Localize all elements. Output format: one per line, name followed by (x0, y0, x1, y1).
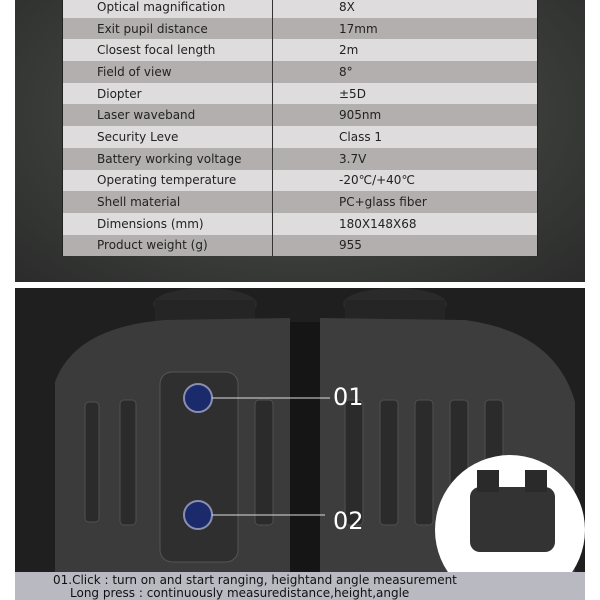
spec-name: Battery working voltage (63, 148, 273, 170)
spec-value: 17mm (339, 21, 378, 36)
spec-row (63, 148, 537, 170)
spec-row (63, 104, 537, 126)
spec-value: 955 (339, 238, 362, 253)
spec-value: 180X148X68 (339, 216, 417, 231)
caption-click: 01.Click : turn on and start ranging, heightand angle measurement (53, 573, 457, 587)
product-photo (15, 282, 585, 572)
spec-value: 8° (339, 64, 353, 79)
spec-value: 3.7V (339, 151, 367, 166)
button-2 (184, 501, 212, 529)
spec-value: Class 1 (339, 129, 383, 144)
caption-long-press: Long press : continuously measuredistance,height,angle (70, 586, 410, 600)
caption (15, 572, 585, 600)
button-1 (184, 384, 212, 412)
spec-name: Field of view (63, 61, 273, 83)
spec-name: Security Leve (63, 126, 273, 148)
spec-name: Product weight (g) (63, 235, 273, 257)
spec-row (63, 83, 537, 105)
spec-name: Exit pupil distance (63, 18, 273, 40)
spec-table (62, 0, 538, 256)
spec-row (63, 191, 537, 213)
spec-name: Diopter (63, 83, 273, 105)
spec-row (63, 235, 537, 257)
callout-01: 01 (333, 383, 364, 411)
spec-value: 8X (339, 0, 355, 14)
spec-row (63, 39, 537, 61)
spec-name: Shell material (63, 191, 273, 213)
binoculars-illustration (15, 282, 585, 572)
spec-name: Operating temperature (63, 170, 273, 192)
spec-value: -20℃/+40℃ (339, 173, 415, 188)
spec-value: ±5D (339, 86, 366, 101)
spec-value: PC+glass fiber (339, 195, 427, 210)
spec-name: Optical magnification (63, 0, 273, 18)
spec-name: Laser waveband (63, 104, 273, 126)
inset-binoculars (470, 487, 555, 552)
spec-row (63, 61, 537, 83)
spec-row (63, 213, 537, 235)
spec-row (63, 126, 537, 148)
spec-value: 2m (339, 43, 359, 58)
spec-row (63, 170, 537, 192)
spec-row (63, 18, 537, 40)
spec-name: Dimensions (mm) (63, 213, 273, 235)
callout-02: 02 (333, 507, 364, 535)
spec-name: Closest focal length (63, 39, 273, 61)
spec-row (63, 0, 537, 18)
spec-value: 905nm (339, 108, 382, 123)
